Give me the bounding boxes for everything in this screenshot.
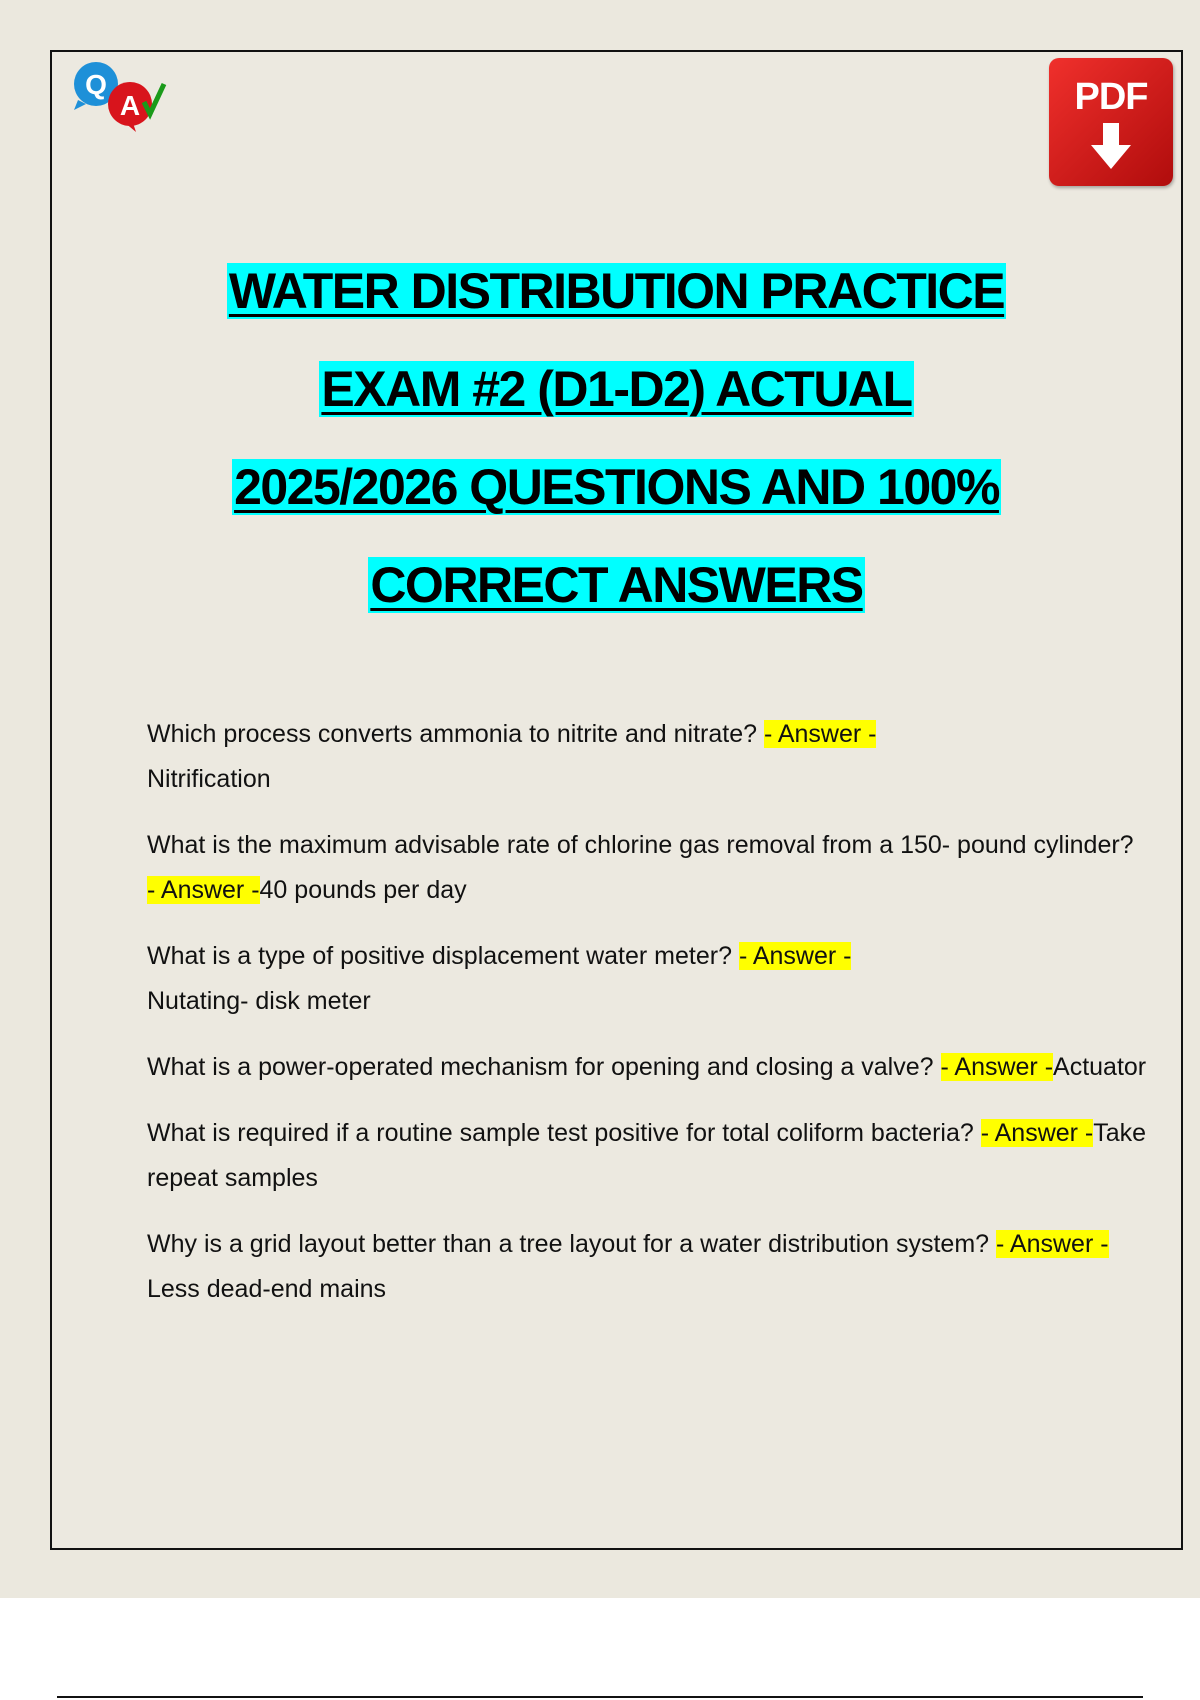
answer-marker: - Answer - bbox=[147, 876, 260, 904]
svg-text:Q: Q bbox=[85, 69, 107, 100]
answer: Nitrification bbox=[147, 765, 271, 793]
title-line: 2025/2026 QUESTIONS AND 100% bbox=[234, 459, 999, 515]
answer: Nutating- disk meter bbox=[147, 987, 371, 1015]
qa-list bbox=[147, 712, 1147, 1333]
qa-item bbox=[147, 712, 1147, 802]
question: What is required if a routine sample test positive for total coliform bacteria? bbox=[147, 1119, 981, 1147]
document-title bbox=[52, 242, 1181, 634]
title-line: CORRECT ANSWERS bbox=[370, 557, 863, 613]
qa-logo-icon bbox=[70, 58, 180, 138]
title-line: WATER DISTRIBUTION PRACTICE bbox=[228, 263, 1005, 319]
pdf-label: PDF bbox=[1074, 76, 1148, 118]
answer-marker: - Answer - bbox=[980, 1119, 1094, 1147]
download-arrow-icon bbox=[1089, 123, 1133, 169]
answer-marker: - Answer - bbox=[763, 720, 877, 748]
pdf-download-button[interactable] bbox=[1049, 58, 1173, 186]
question: Which process converts ammonia to nitrite and nitrate? bbox=[147, 720, 764, 748]
qa-item bbox=[147, 934, 1147, 1024]
answer: 40 pounds per day bbox=[259, 876, 467, 904]
answer: Less dead-end mains bbox=[147, 1275, 387, 1303]
page-divider bbox=[57, 1696, 1143, 1698]
answer-marker: - Answer - bbox=[940, 1053, 1054, 1081]
question: What is the maximum advisable rate of chlorine gas removal from a 150- pound cylinder? bbox=[147, 831, 1134, 859]
question: What is a type of positive displacement water meter? bbox=[147, 942, 739, 970]
answer-marker: - Answer - bbox=[738, 942, 852, 970]
document-page bbox=[50, 50, 1183, 1550]
title-line: EXAM #2 (D1-D2) ACTUAL bbox=[321, 361, 912, 417]
question: Why is a grid layout better than a tree layout for a water distribution system? bbox=[147, 1230, 997, 1258]
answer-marker: - Answer - bbox=[996, 1230, 1109, 1258]
qa-item bbox=[147, 823, 1147, 913]
question: What is a power-operated mechanism for opening and closing a valve? bbox=[147, 1053, 941, 1081]
answer: Actuator bbox=[1053, 1053, 1147, 1081]
qa-item bbox=[147, 1222, 1147, 1312]
qa-item bbox=[147, 1045, 1147, 1090]
svg-text:A: A bbox=[119, 90, 141, 121]
answer: Take repeat samples bbox=[147, 1119, 1147, 1192]
qa-item bbox=[147, 1111, 1147, 1201]
